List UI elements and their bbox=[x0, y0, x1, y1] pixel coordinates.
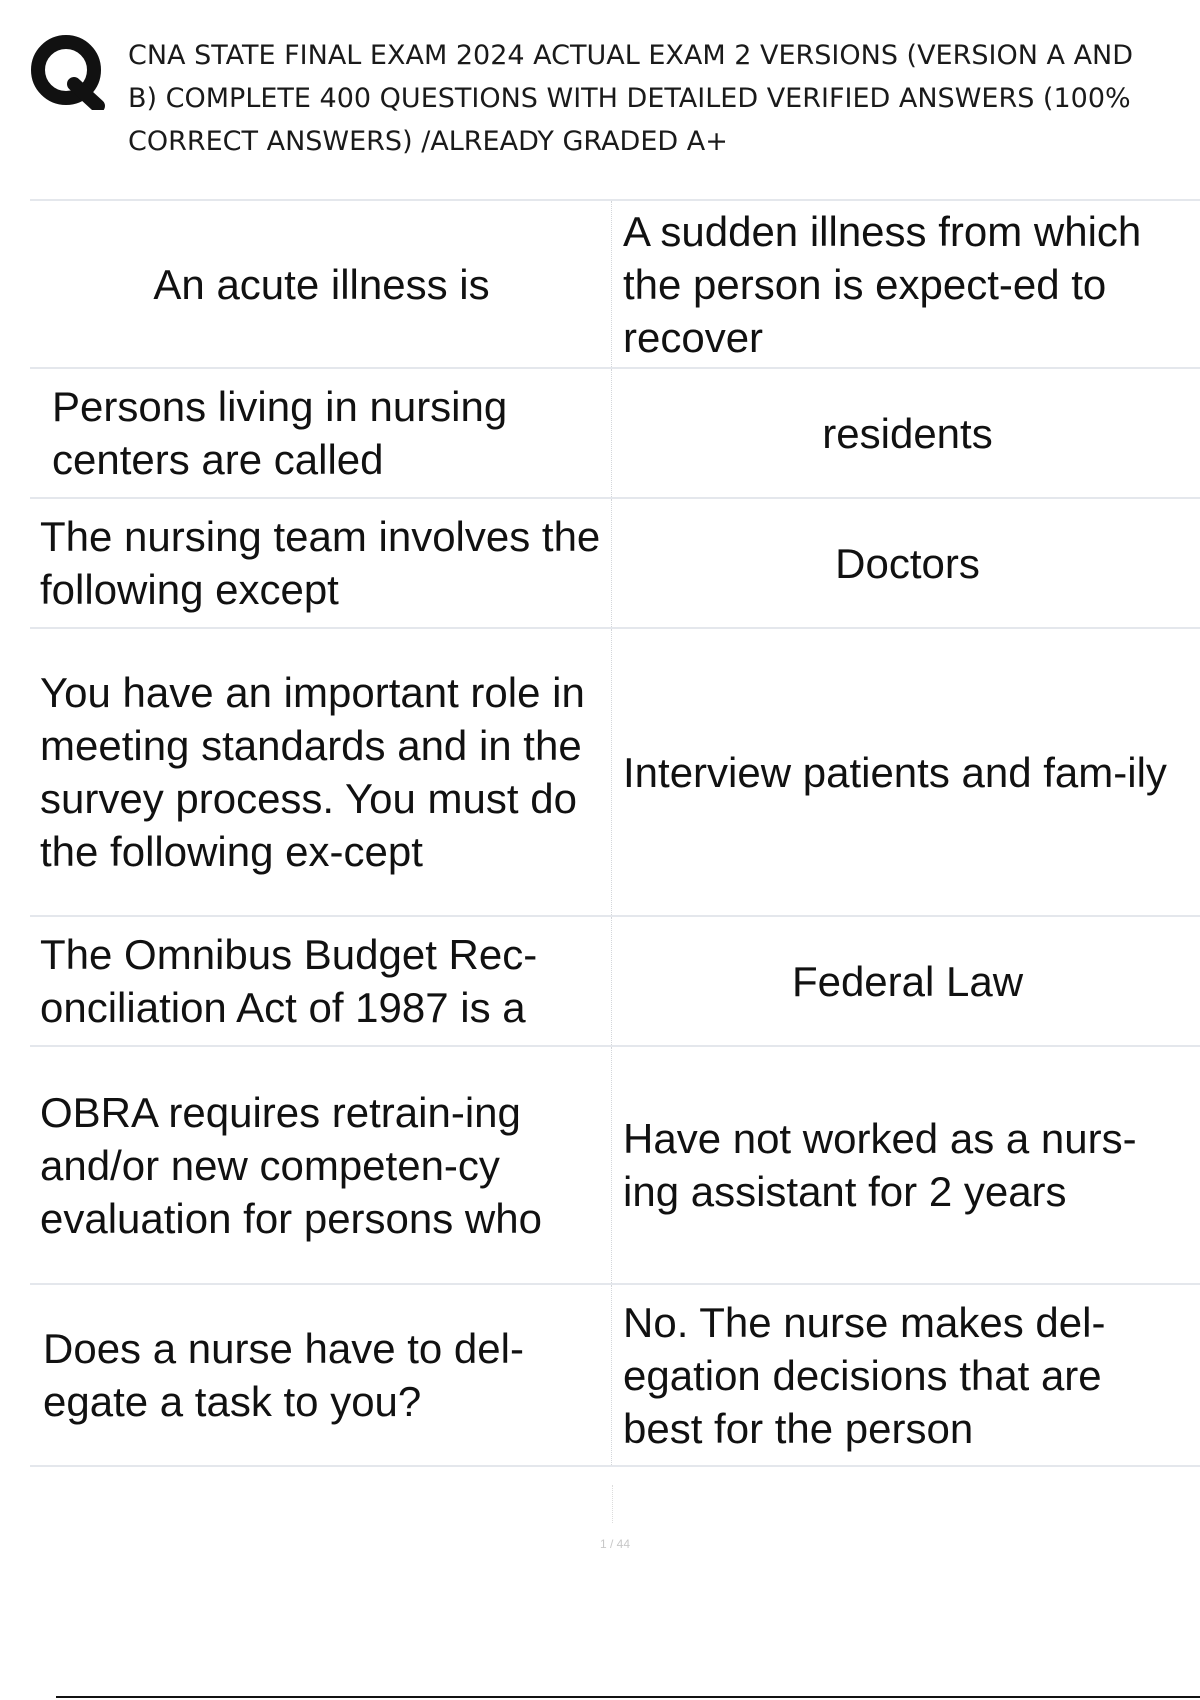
answer-cell: A sudden illness from which the person is expect-ed to recover bbox=[623, 207, 1142, 361]
flashcard-row bbox=[30, 1047, 1200, 1285]
document-title bbox=[128, 34, 1200, 163]
flashcard-table bbox=[30, 199, 1200, 1467]
question-cell: The Omnibus Budget Rec-onciliation Act of 1987 is a bbox=[30, 917, 612, 1045]
page-footer bbox=[0, 1485, 1200, 1551]
question-cell: OBRA requires retrain-ing and/or new competen-cy evaluation for persons who bbox=[30, 1047, 612, 1283]
question-cell: The nursing team involves the following except bbox=[30, 499, 612, 627]
title-line: CORRECT ANSWERS) /ALREADY GRADED A+ bbox=[128, 126, 728, 157]
question-cell: Persons living in nursing centers are called bbox=[30, 369, 612, 497]
answer-cell: residents bbox=[822, 409, 993, 457]
question-cell: Does a nurse have to del-egate a task to you? bbox=[30, 1285, 612, 1465]
title-line: B) COMPLETE 400 QUESTIONS WITH DETAILED VERIFIED ANSWERS (100% bbox=[128, 83, 1131, 114]
answer-cell: No. The nurse makes del-egation decisions that are best for the person bbox=[623, 1298, 1106, 1452]
flashcard-row bbox=[30, 201, 1200, 369]
q-logo-icon bbox=[30, 34, 106, 110]
flashcard-row bbox=[30, 1285, 1200, 1467]
page-number: 1 / 44 bbox=[599, 1537, 631, 1551]
question-cell: An acute illness is bbox=[30, 201, 612, 367]
column-divider-remnant bbox=[612, 1485, 613, 1523]
answer-cell: Have not worked as a nurs-ing assistant for 2 years bbox=[623, 1115, 1137, 1215]
flashcard-row bbox=[30, 917, 1200, 1047]
answer-cell: Doctors bbox=[835, 539, 980, 587]
flashcard-row bbox=[30, 369, 1200, 499]
question-cell: You have an important role in meeting standards and in the survey process. You must do the following ex-cept bbox=[30, 629, 612, 915]
flashcard-row bbox=[30, 499, 1200, 629]
title-line: CNA STATE FINAL EXAM 2024 ACTUAL EXAM 2 VERSIONS (VERSION A AND bbox=[128, 40, 1134, 71]
answer-cell: Interview patients and fam-ily bbox=[623, 748, 1167, 796]
document-header bbox=[30, 30, 1200, 170]
answer-cell: Federal Law bbox=[791, 957, 1024, 1005]
bottom-divider bbox=[56, 1696, 1200, 1698]
flashcard-row bbox=[30, 629, 1200, 917]
